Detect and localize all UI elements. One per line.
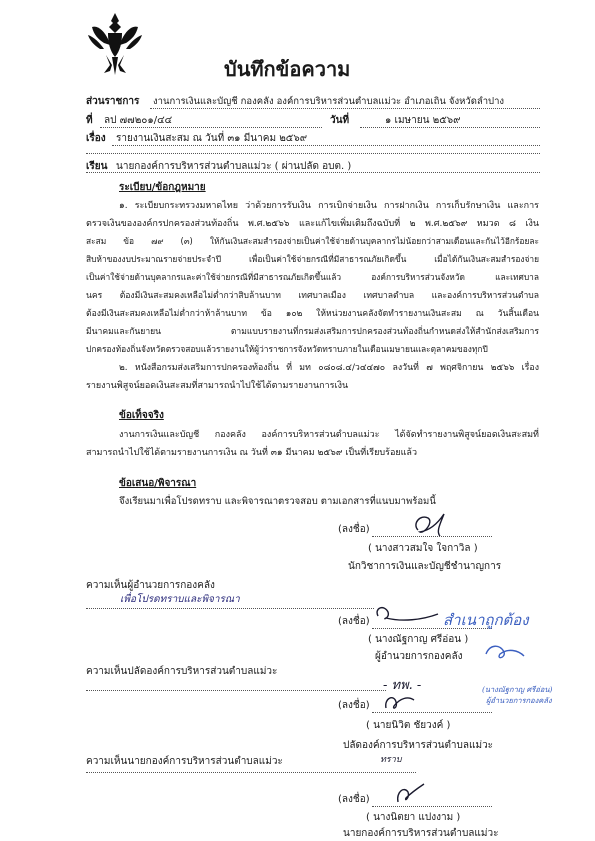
sign-label: (ลงชื่อ) — [338, 700, 370, 711]
opinion-3-line — [86, 772, 416, 773]
opinion-2-label: ความเห็นปลัดองค์การบริหารส่วนตำบลแม่วะ — [86, 666, 278, 677]
memo-title: บันทึกข้อความ — [224, 57, 351, 81]
regulation-line: รายงานพิสูจน์ยอดเงินสะสมที่สามารถนำไปใช้ได้ตามรายงานการเงิน — [86, 381, 349, 391]
regulation-line: ตรวจเงินขององค์กรปกครองส่วนท้องถิ่น พ.ศ.๒๕๖๖ และแก้ไขเพิ่มเติมถึงฉบับที่ ๒ พ.ศ.๒๕๖๙ หมวด ๘ เงิน — [86, 219, 539, 229]
subject-value: รายงานเงินสะสม ณ วันที่ ๓๑ มีนาคม ๒๕๖๙ — [116, 133, 308, 144]
fact-line: สามารถนำไปใช้ได้ตามรายงานการเงิน ณ วันที่ ๓๑ มีนาคม ๒๕๖๙ เป็นที่เรียบร้อยแล้ว — [86, 448, 418, 458]
signer-1-name: ( นางสาวสมใจ ใจกาวิล ) — [368, 543, 478, 554]
regulation-line: ๑. ระเบียบกระทรวงมหาดไทย ว่าด้วยการรับเงิน การเบิกจ่ายเงิน การฝากเงิน การเก็บรักษาเงิน และการ — [119, 201, 539, 211]
signer-2-name: ( นางณัฐกาญ ศรีอ่อน ) — [368, 634, 469, 645]
subject-underline — [112, 145, 540, 146]
opinion-2-text: - ทพ. - — [383, 678, 422, 693]
regulation-line: มีนาคมและกันยายน ตามแบบรายงานที่กรมส่งเสริมการปกครองส่วนท้องถิ่นกำหนดส่งให้สำนักส่งเสริมการ — [86, 327, 539, 337]
ref-underline — [100, 127, 322, 128]
regulation-line: สิบห้าของงบประมาณรายจ่ายประจำปี เพื่อเป็นค่าใช้จ่ายกรณีที่มีสาธารณภัยเกิดขึ้น เมื่อได้กันเงินสะสมสำรองจ่าย — [86, 254, 539, 264]
addressee-underline — [86, 172, 540, 173]
regulation-line: ๒. หนังสือกรมส่งเสริมการปกครองท้องถิ่น ที่ มท ๐๘๐๘.๔/ว๔๔๗๐ ลงวันที่ ๗ พฤศจิกายน ๒๕๖๖ เรื่อง — [119, 363, 539, 373]
addressee-value: นายกองค์การบริหารส่วนตำบลแม่วะ ( ผ่านปลัด อบต. ) — [116, 161, 352, 172]
signer-2-position: ผู้อำนวยการกองคลัง — [375, 651, 463, 662]
garuda-emblem-icon — [86, 9, 144, 81]
certified-copy-stamp-position: ผู้อำนวยการกองคลัง — [486, 696, 552, 705]
opinion-3-text: ทราบ — [380, 755, 402, 765]
signature-line — [372, 712, 492, 713]
addressee-overline — [86, 153, 540, 154]
certified-copy-stamp-title: สำเนาถูกต้อง — [443, 611, 529, 629]
regulation-heading: ระเบียบ/ข้อกฎหมาย — [119, 182, 206, 193]
addressee-label: เรียน — [86, 161, 108, 172]
fact-heading: ข้อเท็จจริง — [119, 410, 164, 421]
signer-4-name: ( นางนิตยา แปงงาม ) — [366, 812, 461, 823]
sign-label: (ลงชื่อ) — [338, 794, 370, 805]
stamp-signature — [482, 640, 528, 664]
ref-value: ลป ๗๗๒๐๑/๔๔ — [104, 115, 173, 126]
regulation-line: สะสม ข้อ ๗๙ (๓) ให้กันเงินสะสมสำรองจ่ายเป็นค่าใช้จ่ายด้านบุคลากรไม่น้อยกว่าสามเดือนและกันไว้อีกร้อยละ — [86, 236, 539, 246]
agency-value: งานการเงินและบัญชี กองคลัง องค์การบริหารส่วนตำบลแม่วะ อำเภอเถิน จังหวัดลำปาง — [153, 96, 505, 107]
proposal-line: จึงเรียนมาเพื่อโปรดทราบ และพิจารณาตรวจสอบ ตามเอกสารที่แนบมาพร้อมนี้ — [119, 496, 436, 507]
opinion-1-line — [86, 608, 374, 609]
certified-copy-stamp-name: (นางณัฐกาญ ศรีอ่อน) — [482, 685, 553, 694]
regulation-line: เป็นค่าใช้จ่ายด้านบุคลากรและค่าใช้จ่ายกรณีที่มีสาธารณภัยเกิดขึ้นแล้ว องค์การบริหารส่วนจังหวัด และเทศบาล — [86, 272, 539, 282]
agency-underline — [150, 108, 540, 109]
regulation-line: ปกครองท้องถิ่นจังหวัดตรวจสอบแล้วรายงานให้ผู้ว่าราชการจังหวัดทราบภายในเดือนเมษายนและตุลาคมของทุกปี — [86, 344, 488, 354]
proposal-heading: ข้อเสนอ/พิจารณา — [119, 478, 197, 489]
fact-line: งานการเงินและบัญชี กองคลัง องค์การบริหารส่วนตำบลแม่วะ ได้จัดทำรายงานพิสูจน์ยอดเงินสะสมที่ — [119, 430, 539, 440]
signature-line — [372, 806, 492, 807]
date-underline — [360, 127, 540, 128]
opinion-1-label: ความเห็นผู้อำนวยการกองคลัง — [86, 580, 215, 591]
date-label: วันที่ — [330, 115, 350, 126]
subject-label: เรื่อง — [86, 133, 106, 144]
signer-3-name: ( นายนิวิต ชัยวงค์ ) — [366, 720, 451, 731]
regulation-line: ต้องมีเงินสะสมคงเหลือไม่ต่ำกว่าห้าล้านบาท ข้อ ๑๐๒ ให้หน่วยงานคลังจัดทำรายงานเงินสะสม ณ วันสิ้นเดือน — [86, 309, 539, 319]
agency-label: ส่วนราชการ — [86, 96, 140, 107]
signature-line — [372, 536, 492, 537]
opinion-1-text: เพื่อโปรดทราบและพิจารณา — [120, 594, 240, 605]
signature-2 — [372, 602, 442, 628]
signer-4-position: นายกองค์การบริหารส่วนตำบลแม่วะ — [343, 828, 499, 839]
date-value: ๑ เมษายน ๒๕๖๙ — [385, 115, 461, 126]
signature-4 — [390, 780, 430, 808]
regulation-line: นคร ต้องมีเงินสะสมคงเหลือไม่ต่ำกว่าสิบล้านบาท เทศบาลเมือง เทศบาลตำบล และองค์การบริหารส่วนตำบล — [86, 291, 539, 301]
opinion-2-line — [86, 690, 386, 691]
ref-label: ที่ — [86, 115, 93, 126]
signer-1-position: นักวิชาการเงินและบัญชีชำนาญการ — [348, 561, 502, 572]
sign-label: (ลงชื่อ) — [338, 616, 370, 627]
sign-label: (ลงชื่อ) — [338, 524, 370, 535]
signature-3 — [380, 688, 420, 714]
opinion-3-label: ความเห็นนายกองค์การบริหารส่วนตำบลแม่วะ — [86, 756, 283, 767]
signer-3-position: ปลัดองค์การบริหารส่วนตำบลแม่วะ — [343, 740, 494, 751]
